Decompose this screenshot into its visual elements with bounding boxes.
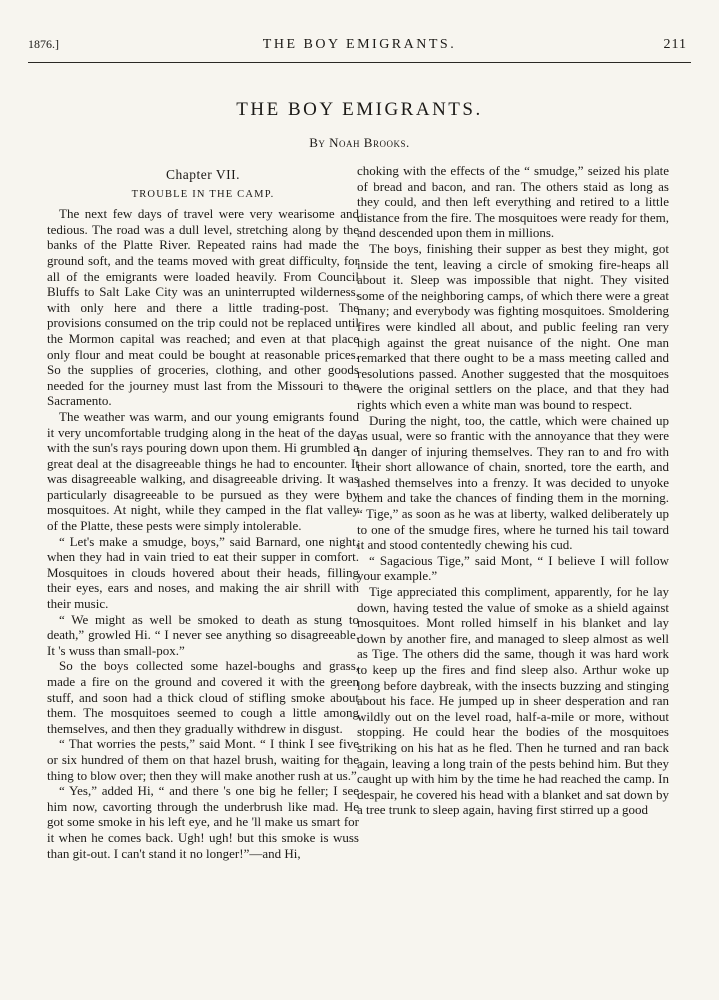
paragraph: “ Yes,” added Hi, “ and there 's one big he feller; I see him now, cavorting through the underbrush like mad. He got some smoke in his left eye, and he 'll make us smart for it when he comes back. Ugh! ugh! but this smoke is wuss than git-out. I can't stand it no longer!”—and Hi, [47,783,359,861]
paragraph: So the boys collected some hazel-boughs and grass, made a fire on the ground and covered it with the green stuff, and soon had a thick cloud of stifling smoke about them. The mosquitoes seemed to cough a little among themselves, and then they gradually withdrew in disgust. [47,658,359,736]
article-title: THE BOY EMIGRANTS. [236,99,483,120]
paragraph: “ Let's make a smudge, boys,” said Barnard, one night, when they had in vain tried to eat their supper in comfort. Mosquitoes in clouds hovered about their heads, filling their eyes, ears and noses, and making the air shrill with their music. [47,533,359,612]
running-head [28,37,691,57]
paragraph: The next few days of travel were very wearisome and tedious. The road was a dull level, stretching along by the banks of the Platte River. Repeated rains had made the ground soft, and the teams moved with great difficulty, for all of the emigrants were loaded heavily. From Council Bluffs to Salt Lake City was an uninterrupted wilderness, with only here and there a little trading-post. The provisions consumed on the trip could not be replaced until the Mormon capital was reached; and even at that place only flour and meat could be bought at reasonable prices. So the supplies of groceries, clothing, and other goods needed for the journey must last from the Missouri to the Sacramento. [47,206,359,409]
left-column [47,167,359,861]
header-year: 1876.] [28,37,59,51]
article-byline [0,135,719,151]
paragraph-continued: choking with the effects of the “ smudge,” seized his plate of bread and bacon, and ran. The others staid as long as they could, and then left everything and retired to a little distance from the fire. The mosquitoes were ready for them, and descended upon them in millions. [357,163,670,241]
right-column [357,163,669,818]
paragraph: Tige appreciated this compliment, apparently, for he lay down, having tested the value of smoke as a shield against mosquitoes. Mont rolled himself in his blanket and lay down by another fire, and managed to sleep almost as well as Tige. The others did the same, though it was hard work to keep up the fires and find sleep also. Arthur woke up long before daybreak, with the insects buzzing and stinging about his face. He jumped up in sheer desperation and ran wildly out on the level road, half-a-mile or more, without stopping. He could hear the bodies of the mosquitoes striking on his hat as he fled. Then he turned and ran back again, leaving a long train of the pests behind him. But they caught up with him by the time he had reached the camp. In despair, he covered his head with a blanket and sat down by a tree trunk to sleep again, having first stirred up a good [357,584,669,818]
byline-text: By Noah Brooks. [309,135,410,150]
paragraph: “ We might as well be smoked to death as stung to death,” growled Hi. “ I never see anything so disagreeable. It 's wuss than small-pox.” [47,611,359,658]
paragraph: “ That worries the pests,” said Mont. “ I think I see five or six hundred of them on that hazel brush, waiting for the thing to blow over; then they will make another rush at us.” [47,736,359,783]
chapter-subheading: TROUBLE IN THE CAMP. [131,188,275,200]
paragraph: During the night, too, the cattle, which were chained up as usual, were so frantic with the annoyance that they were in danger of injuring themselves. They ran to and fro with their short allowance of chain, snorted, tore the earth, and lashed themselves into a frenzy. It was decided to unyoke them and take the chances of finding them in the morning. “ Tige,” as soon as he was at liberty, walked deliberately up to one of the smudge fires, where he turned his tail toward it and stood contentedly chewing his cud. [357,412,669,553]
chapter-heading: Chapter VII. [166,167,240,182]
paragraph: The boys, finishing their supper as best they might, got inside the tent, leaving a circle of smoking fire-heaps all about it. Sleep was impossible that night. They visited some of the neighboring camps, of which there were a great many; and everybody was fighting mosquitoes. Smoldering fires were kindled all about, and public feeling ran very high against the great nuisance of the night. One man remarked that there ought to be a mass meeting called and resolutions passed. Another suggested that the mosquitoes were the original settlers on the place, and that they had rights which even a white man was bound to respect. [357,240,669,412]
paragraph: The weather was warm, and our young emigrants found it very uncomfortable trudging along in the heat of the day, with the sun's rays pouring down upon them. Hi grumbled a great deal at the disagreeable things he had to encounter. It was disagreeable walking, and disagreeable driving. It was particularly disagreeable to be pursued as they were by mosquitoes. At night, while they camped in the flat valley of the Platte, these pests were simply intolerable. [47,408,359,534]
paragraph: “ Sagacious Tige,” said Mont, “ I believe I will follow your example.” [357,552,669,584]
header-rule [28,62,691,63]
page-number: 211 [663,37,687,52]
header-running-title: THE BOY EMIGRANTS. [262,37,457,52]
